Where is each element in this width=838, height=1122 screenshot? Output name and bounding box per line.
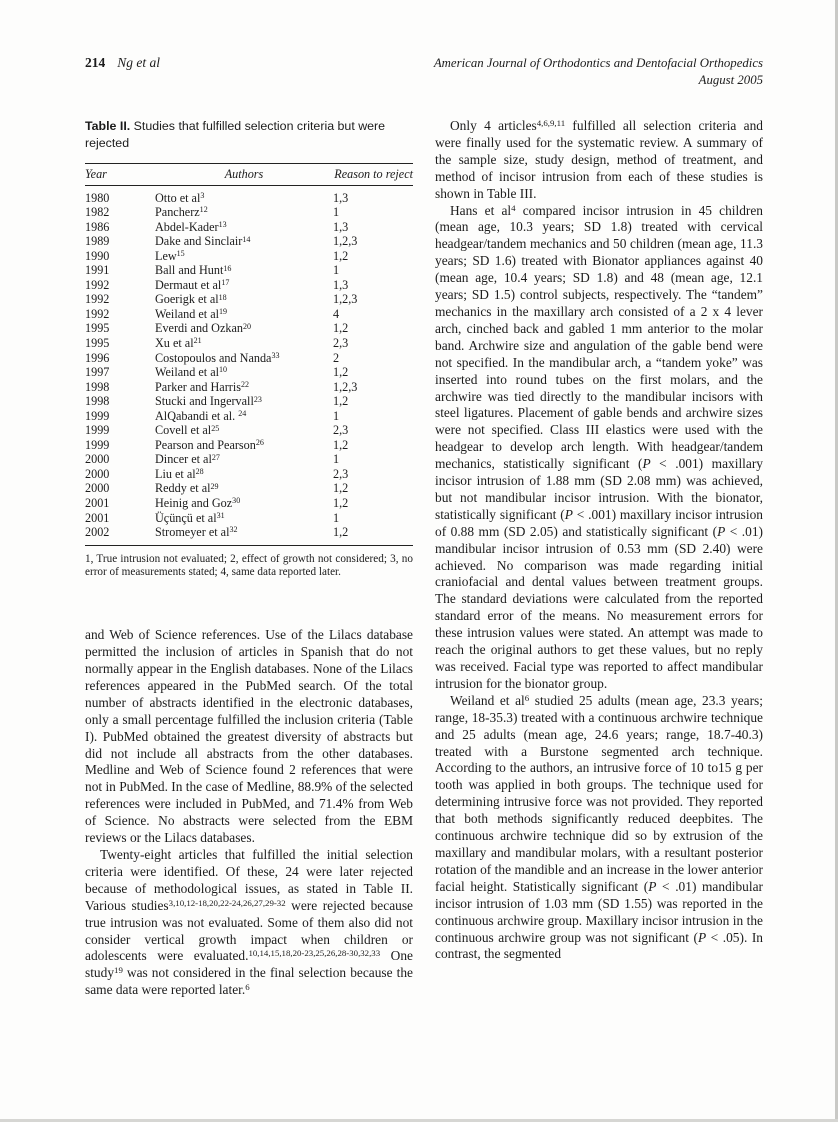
cell-authors: Reddy et $al^{29}$ [155, 481, 219, 496]
table-row [85, 380, 413, 395]
cell-authors: Stromeyer et $al^{32}$ [155, 525, 238, 540]
table-row [85, 205, 413, 220]
table-row [85, 438, 413, 453]
cell-year: 1992 [85, 306, 110, 321]
cell-authors: Costopoulos and Nanda$^{33}$ [155, 350, 280, 365]
cell-authors: Parker and Harris$^{22}$ [155, 379, 250, 394]
left-column [85, 118, 413, 999]
table-row [85, 394, 413, 409]
cell-year: 1992 [85, 277, 110, 292]
table-row [85, 336, 413, 351]
cell-reason: 4 [333, 306, 340, 321]
table-body [85, 185, 413, 545]
table-row [85, 351, 413, 366]
cell-year: 1999 [85, 423, 110, 438]
cell-year: 2000 [85, 452, 110, 467]
cell-authors: Liu et $al^{28}$ [155, 466, 204, 481]
table-row [85, 307, 413, 322]
cell-reason: 1,3 [333, 277, 349, 292]
cell-reason: 1 [333, 263, 340, 278]
table-caption-text: Studies that fulfilled selection criteria but were rejected [85, 119, 386, 150]
cell-year: 1990 [85, 248, 110, 263]
cell-authors: Pancherz$^{12}$ [155, 205, 208, 220]
cell-year: 1996 [85, 350, 110, 365]
cell-reason: 1,2 [333, 495, 349, 510]
paragraph: and Web of Science references. Use of the Lilacs database permitted the inclusion of articles in Spanish that do not normally appear in the English databases. None of the Lilacs references appeared in the PubMed search. Of the total number of abstracts identified in the electronic databases, only a small percentage fulfilled the inclusion criteria (Table I). PubMed obtained the greatest diversity of abstracts but did not include all abstracts from the other databases. Medline and Web of Science found 2 references that were not in PubMed. In the case of Medline, 88.9% of the selected references were included in PubMed, and 71.4% from Web of Science. No abstracts were selected from the EBM reviews or the Lilacs databases. [85, 627, 413, 846]
table-row [85, 185, 413, 205]
cell-reason: 1,2 [333, 437, 349, 452]
cell-authors: Ball and Hunt$^{16}$ [155, 263, 232, 278]
table-caption [85, 118, 413, 151]
paragraph: Only 4 articles$^{4,6,9,11}$ fulfilled all selection criteria and were finally used for the systematic review. A summary of the sample size, study design, method of treatment, and method of incisor intrusion from each of these studies is shown in Table III. [435, 118, 763, 201]
table-row [85, 467, 413, 482]
table-row [85, 511, 413, 526]
table-header-row [85, 164, 413, 186]
table-row [85, 365, 413, 380]
column-header-year: Year [85, 164, 155, 186]
cell-reason: 1,2,3 [333, 234, 358, 249]
cell-year: 2001 [85, 510, 110, 525]
paragraph: Hans et $al^4$ compared incisor intrusion in 45 children (mean age, 10.3 years; SD 1.8) treated with cervical headgear/tandem mechanics and 50 children (mean age, 11.3 years; SD 1.6) treated with Bionator appliances against 40 (mean age, 10.4 years; SD 1.8) and 48 (mean age, 12.1 years; SD 1.5) control subjects, respectively. The “tandem” mechanics in the maxillary arch consisted of a 2 x 4 lever arch, cinched back and gabled 1 mm anterior to the molar band. Archwire size and angulation of the gable bend were not specified. In the mandibular arch, a “tandem yoke” was inserted into round tubes on the first molars, and the archwire was tied directly to the mandibular incisors with steel ligatures. Placement of gable bends and archwire sizes were not specified. Class III elastics were used with the headgear to develop arch length. With headgear/tandem mechanics, statistically significant (P < .001) maxillary incisor intrusion of 1.88 mm (SD 2.08 mm) was achieved, but not mandibular incisor intrusion. With the bionator, statistically significant (P < .001) maxillary incisor intrusion of 0.88 mm (SD 2.05) and statistically significant (P < .01) mandibular incisor intrusion of 0.53 mm (SD 2.40) were achieved. No comparison was made regarding initial craniofacial and dental values between treatment groups. The standard deviations were calculated from the reported standard error of the means. No measurement errors for these intrusion values were stated. An attempt was made to reach the original authors to get these values, but no reply was received. Facial type was reported to affect mandibular intrusion for the bionator group. [435, 202, 764, 691]
cell-reason: 2,3 [333, 335, 349, 350]
running-head-authors: Ng et al [117, 55, 160, 70]
table-row [85, 452, 413, 467]
cell-authors: Dincer et $al^{27}$ [155, 452, 220, 467]
cell-year: 1980 [85, 190, 110, 205]
cell-authors: Dermaut et $al^{17}$ [155, 277, 230, 292]
cell-reason: 1,2 [333, 481, 349, 496]
cell-reason: 1 [333, 510, 340, 525]
table-row [85, 496, 413, 511]
cell-authors: Goerigk et $al^{18}$ [155, 292, 227, 307]
two-column-layout [85, 118, 763, 999]
cell-year: 1982 [85, 205, 110, 220]
cell-reason: 2,3 [333, 423, 349, 438]
table-row [85, 249, 413, 264]
cell-year: 2001 [85, 495, 110, 510]
cell-year: 1992 [85, 292, 110, 307]
table-row [85, 423, 413, 438]
paragraph: Twenty-eight articles that fulfilled the initial selection criteria were identified. Of these, 24 were later rejected because of methodological issues, as stated in Table II. Various studies$^{3,10,12-18,20,22-24,26,27,29-32}$ were rejected because true intrusion was not evaluated. Some of them also did not consider vertical growth impact when children or adolescents were evaluated.$^{10,14,15,18,20-23,25,26,28-30,32,33}$ One study$^{19}$ was not considered in the final selection because the same data were reported later.$^6$ [85, 847, 413, 998]
table-row [85, 278, 413, 293]
column-header-reason: Reason to reject [333, 164, 413, 186]
column-header-authors: Authors [155, 164, 333, 186]
cell-authors: Otto et $al^3$ [155, 190, 205, 205]
table-label: Table II. [85, 119, 131, 133]
issue-date: August 2005 [698, 72, 763, 87]
cell-reason: 2 [333, 350, 340, 365]
cell-authors: Üçünçü et $al^{31}$ [155, 510, 225, 525]
cell-authors: AlQabandi et al. $^{24}$ [155, 408, 247, 423]
cell-year: 2000 [85, 466, 110, 481]
left-column-text [85, 627, 413, 999]
cell-reason: 1,3 [333, 190, 349, 205]
table-row [85, 321, 413, 336]
table-row [85, 263, 413, 278]
cell-reason: 1,2 [333, 248, 349, 263]
cell-reason: 1 [333, 205, 340, 220]
cell-authors: Weiland et $al^{10}$ [155, 365, 228, 380]
cell-year: 1999 [85, 437, 110, 452]
cell-authors: Dake and Sinclair$^{14}$ [155, 234, 251, 249]
table-row [85, 481, 413, 496]
cell-reason: 1,2 [333, 525, 349, 540]
cell-year: 1995 [85, 335, 110, 350]
cell-year: 1997 [85, 365, 110, 380]
cell-reason: 1,2 [333, 321, 349, 336]
cell-reason: 1 [333, 452, 340, 467]
cell-year: 2000 [85, 481, 110, 496]
cell-year: 1998 [85, 394, 110, 409]
cell-authors: Covell et $al^{25}$ [155, 423, 220, 438]
table-row [85, 525, 413, 545]
cell-authors: Abdel-Kader$^{13}$ [155, 219, 227, 234]
table-row [85, 234, 413, 249]
table-row [85, 409, 413, 424]
cell-reason: 1,3 [333, 219, 349, 234]
cell-reason: 1,2 [333, 394, 349, 409]
cell-year: 1986 [85, 219, 110, 234]
cell-year: 1991 [85, 263, 110, 278]
table-2-block [85, 118, 413, 580]
cell-authors: Everdi and Ozkan$^{20}$ [155, 321, 252, 336]
cell-authors: Xu et $al^{21}$ [155, 335, 202, 350]
right-column [435, 118, 763, 999]
cell-year: 1989 [85, 234, 110, 249]
cell-year: 1999 [85, 408, 110, 423]
page-number: 214 [85, 55, 106, 70]
cell-reason: 1,2,3 [333, 292, 358, 307]
cell-authors: Stucki and Ingervall$^{23}$ [155, 394, 262, 409]
cell-reason: 1,2 [333, 365, 349, 380]
table-row [85, 292, 413, 307]
paragraph: Weiland et $al^6$ studied 25 adults (mean age, 23.3 years; range, 18-35.3) treated with a continuous archwire technique and 25 adults (mean age, 24.6 years; range, 18.7-40.3) treated with a Burstone segmented arch technique. According to the authors, an intrusive force of 10 to15 g per tooth was applied in both groups. The technique used for determining intrusive force was not provided. They reported that both methods significantly reduced deepbites. The continuous archwire technique did so by extrusion of the maxillary and mandibular molars, with a resultant posterior rotation of the mandible and an increase in the lower anterior facial height. Statistically significant (P < .01) mandibular incisor intrusion of 1.03 mm (SD 1.55) was reported in the continuous archwire group. Maxillary incisor intrusion in the continuous archwire group was not significant (P < .05). In contrast, the segmented [435, 692, 764, 962]
cell-authors: Weiland et $al^{19}$ [155, 306, 228, 321]
cell-year: 1995 [85, 321, 110, 336]
cell-year: 1998 [85, 379, 110, 394]
running-head-left [85, 55, 160, 71]
journal-title: American Journal of Orthodontics and Dentofacial Orthopedics [433, 56, 763, 70]
cell-year: 2002 [85, 525, 110, 540]
table-footnote: 1, True intrusion not evaluated; 2, effect of growth not considered; 3, no error of measurements stated; 4, same data reported later. [85, 552, 413, 579]
table-row [85, 220, 413, 235]
page-header [85, 55, 763, 88]
rejected-studies-table [85, 163, 413, 546]
cell-authors: Heinig and Goz$^{30}$ [155, 495, 241, 510]
cell-reason: 2,3 [333, 466, 349, 481]
cell-reason: 1 [333, 408, 340, 423]
cell-authors: Lew$^{15}$ [155, 248, 185, 263]
cell-authors: Pearson and Pearson$^{26}$ [155, 437, 264, 452]
running-head-right [434, 55, 763, 88]
cell-reason: 1,2,3 [333, 379, 358, 394]
